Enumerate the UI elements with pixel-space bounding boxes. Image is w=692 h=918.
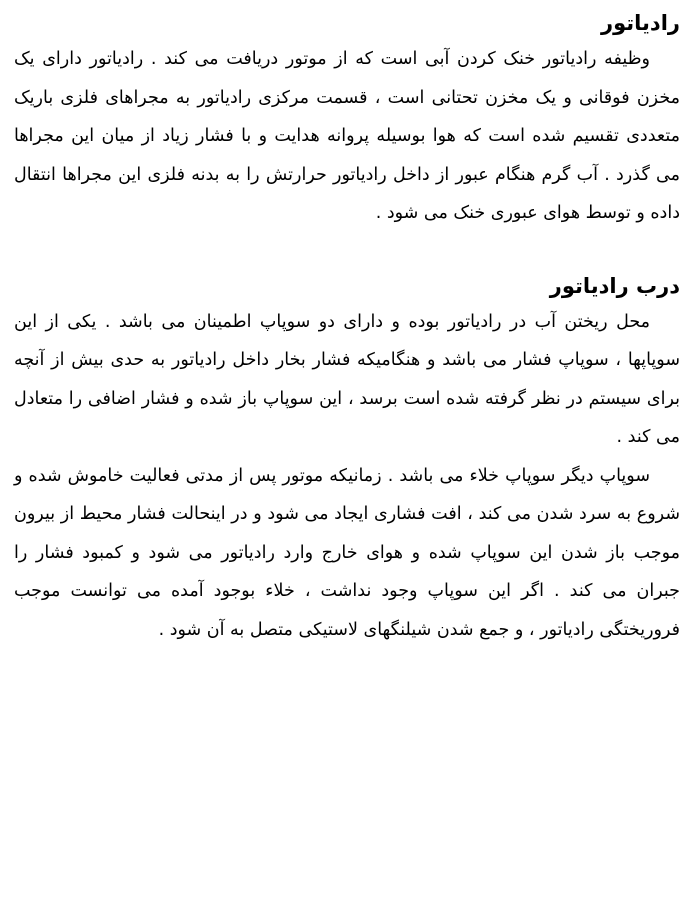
section-heading-radiator-cap: درب رادیاتور [549, 273, 680, 298]
paragraph-radiator-cap-vacuum-valve: سوپاپ دیگر سوپاپ خلاء می باشد . زمانیکه موتور پس از مدتی فعالیت خاموش شده و شروع به سرد شدن می کند ، افت فشاری ایجاد می شود و در اینحالت فشار محیط از بیرون موجب باز شدن این سوپاپ شده و هوای خارج وارد رادیاتور می شود و کمبود فشار را جبران می کند . اگر این سوپاپ وجود نداشت ، خلاء بوجود آمده می توانست موجب فروریختگی رادیاتور ، و جمع شدن شیلنگهای لاستیکی متصل به آن شود . [14, 465, 680, 640]
section-radiator-cap [14, 269, 680, 650]
section-radiator [14, 6, 680, 233]
paragraph-radiator-cap-pressure-valve: محل ریختن آب در رادیاتور بوده و دارای دو سوپاپ اطمینان می باشد . یکی از این سوپاپها ، سوپاپ فشار می باشد و هنگامیکه فشار بخار داخل رادیاتور به حدی بیش از آنچه برای سیستم در نظر گرفته شده است برسد ، این سوپاپ باز شده و فشار اضافی را متعادل می کند . [14, 311, 680, 447]
document-page [14, 6, 680, 649]
section-heading-radiator: رادیاتور [601, 11, 680, 35]
paragraph-radiator-function: وظیفه رادیاتور خنک کردن آبی است که از موتور دریافت می کند . رادیاتور دارای یک مخزن فوقانی و یک مخزن تحتانی است ، قسمت مرکزی رادیاتور به مجراهای فلزی باریک متعددی تقسیم شده است که هوا بوسیله پروانه هدایت و با فشار زیاد از میان این مجراها می گذرد . آب گرم هنگام عبور از داخل رادیاتور حرارتش را به بدنه فلزی این مجراها انتقال داده و توسط هوای عبوری خنک می شود . [14, 49, 680, 223]
section-spacer [14, 233, 680, 269]
